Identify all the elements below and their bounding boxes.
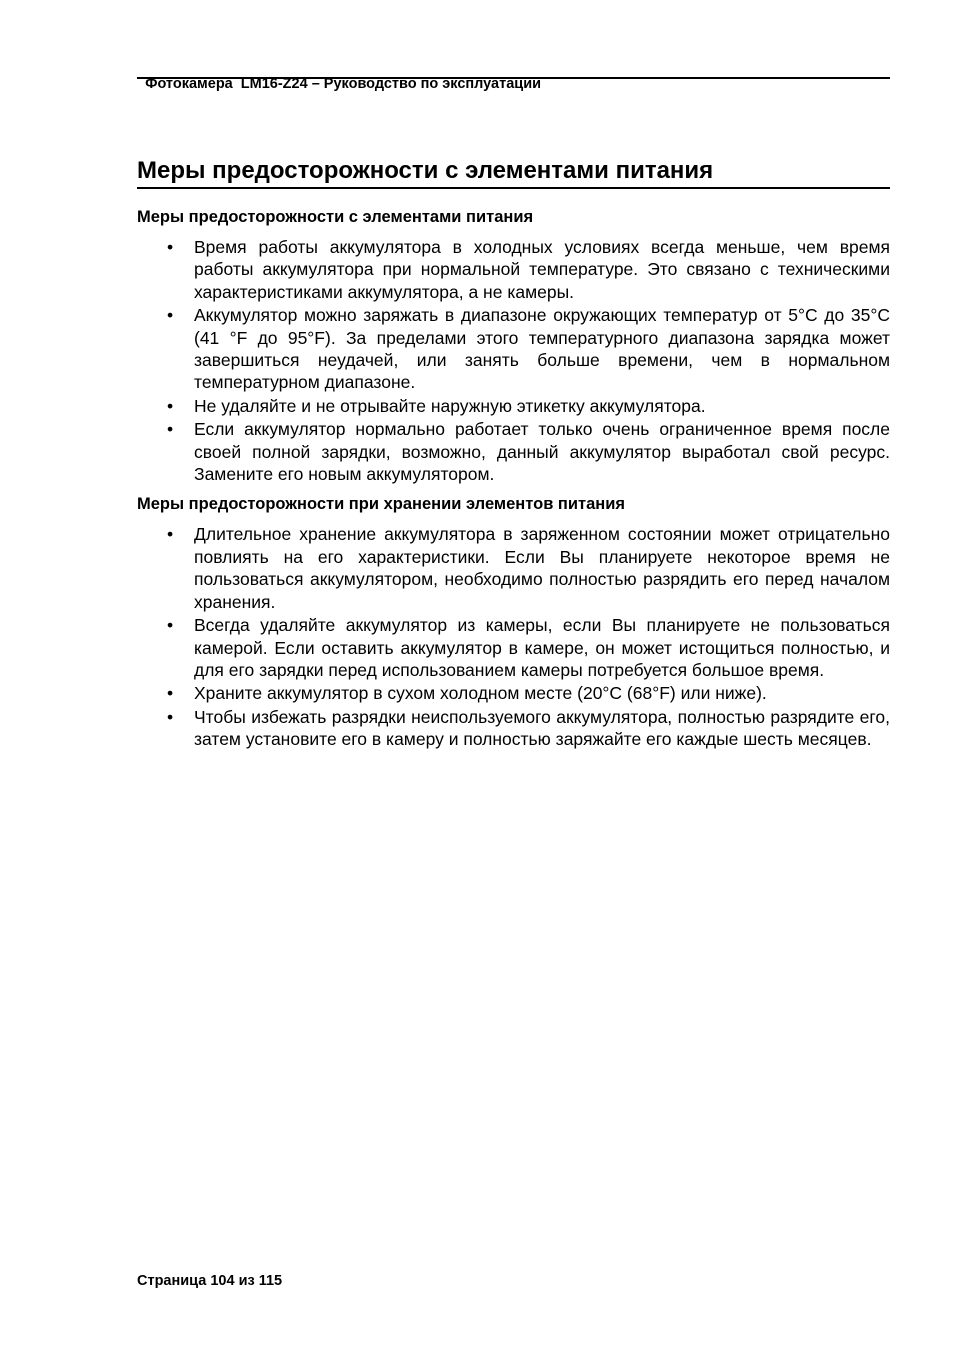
section-heading: Меры предосторожности при хранении элементов питания <box>137 495 626 514</box>
list-item <box>137 395 890 417</box>
section-battery-precautions <box>137 206 890 485</box>
list-item <box>137 523 890 613</box>
list-item-text: Длительное хранение аккумулятора в заряженном состоянии может отрицательно повлиять на его характеристики. Если Вы планируете некоторое время не пользоваться аккумулятором, необходимо полностью разрядить его перед началом хранения. <box>194 524 890 612</box>
page-number: Страница 104 из 115 <box>137 1273 283 1289</box>
bullet-icon: • <box>167 683 174 704</box>
list-item-text: Чтобы избежать разрядки неиспользуемого аккумулятора, полностью разрядите его, затем установите его в камеру и полностью заряжайте его каждые шесть месяцев. <box>194 706 890 750</box>
list-item-text: Не удаляйте и не отрывайте наружную этикетку аккумулятора. <box>194 395 706 416</box>
list-item <box>137 682 890 704</box>
bullet-icon: • <box>167 237 174 257</box>
list-item <box>137 706 890 751</box>
bullet-list <box>137 236 890 485</box>
page-header <box>137 57 890 92</box>
section-storage-precautions <box>137 493 890 750</box>
section-heading: Меры предосторожности с элементами питания <box>137 208 534 226</box>
list-item <box>137 418 890 485</box>
list-item-text: Если аккумулятор нормально работает только очень ограниченное время после своей полной зарядки, возможно, данный аккумулятор выработал свой ресурс. Замените его новым аккумулятором. <box>194 419 890 485</box>
list-item-text: Аккумулятор можно заряжать в диапазоне окружающих температур от 5°C до 35°C (41 °F до 95°F). За пределами этого температурного диапазона зарядка может завершиться неудачей, или занять больше времени, чем в нормальном температурном диапазоне. <box>194 305 890 393</box>
bullet-icon: • <box>167 524 174 545</box>
content <box>137 206 890 752</box>
bullet-icon: • <box>167 706 174 727</box>
page-footer <box>137 1272 282 1290</box>
bullet-icon: • <box>167 395 174 416</box>
list-item-text: Всегда удаляйте аккумулятор из камеры, если Вы планируете не пользоваться камерой. Если оставить аккумулятор в камере, он может истощиться полностью, и для его зарядки перед использованием камеры потребуется большое время. <box>194 615 890 680</box>
bullet-icon: • <box>167 615 174 636</box>
list-item-text: Время работы аккумулятора в холодных условиях всегда меньше, чем время работы аккумулятора при нормальной температуре. Это связано с техническими характеристиками аккумулятора, а не камеры. <box>194 237 890 302</box>
list-item <box>137 614 890 681</box>
running-title: Фотокамера LM16-Z24 – Руководство по эксплуатации <box>145 76 542 92</box>
list-item-text: Храните аккумулятор в сухом холодном месте (20°C (68°F) или ниже). <box>194 683 767 704</box>
bullet-icon: • <box>167 305 174 326</box>
page-title: Меры предосторожности с элементами питания <box>137 155 890 189</box>
list-item <box>137 304 890 394</box>
list-item <box>137 236 890 303</box>
bullet-icon: • <box>167 419 174 440</box>
bullet-list <box>137 523 890 750</box>
